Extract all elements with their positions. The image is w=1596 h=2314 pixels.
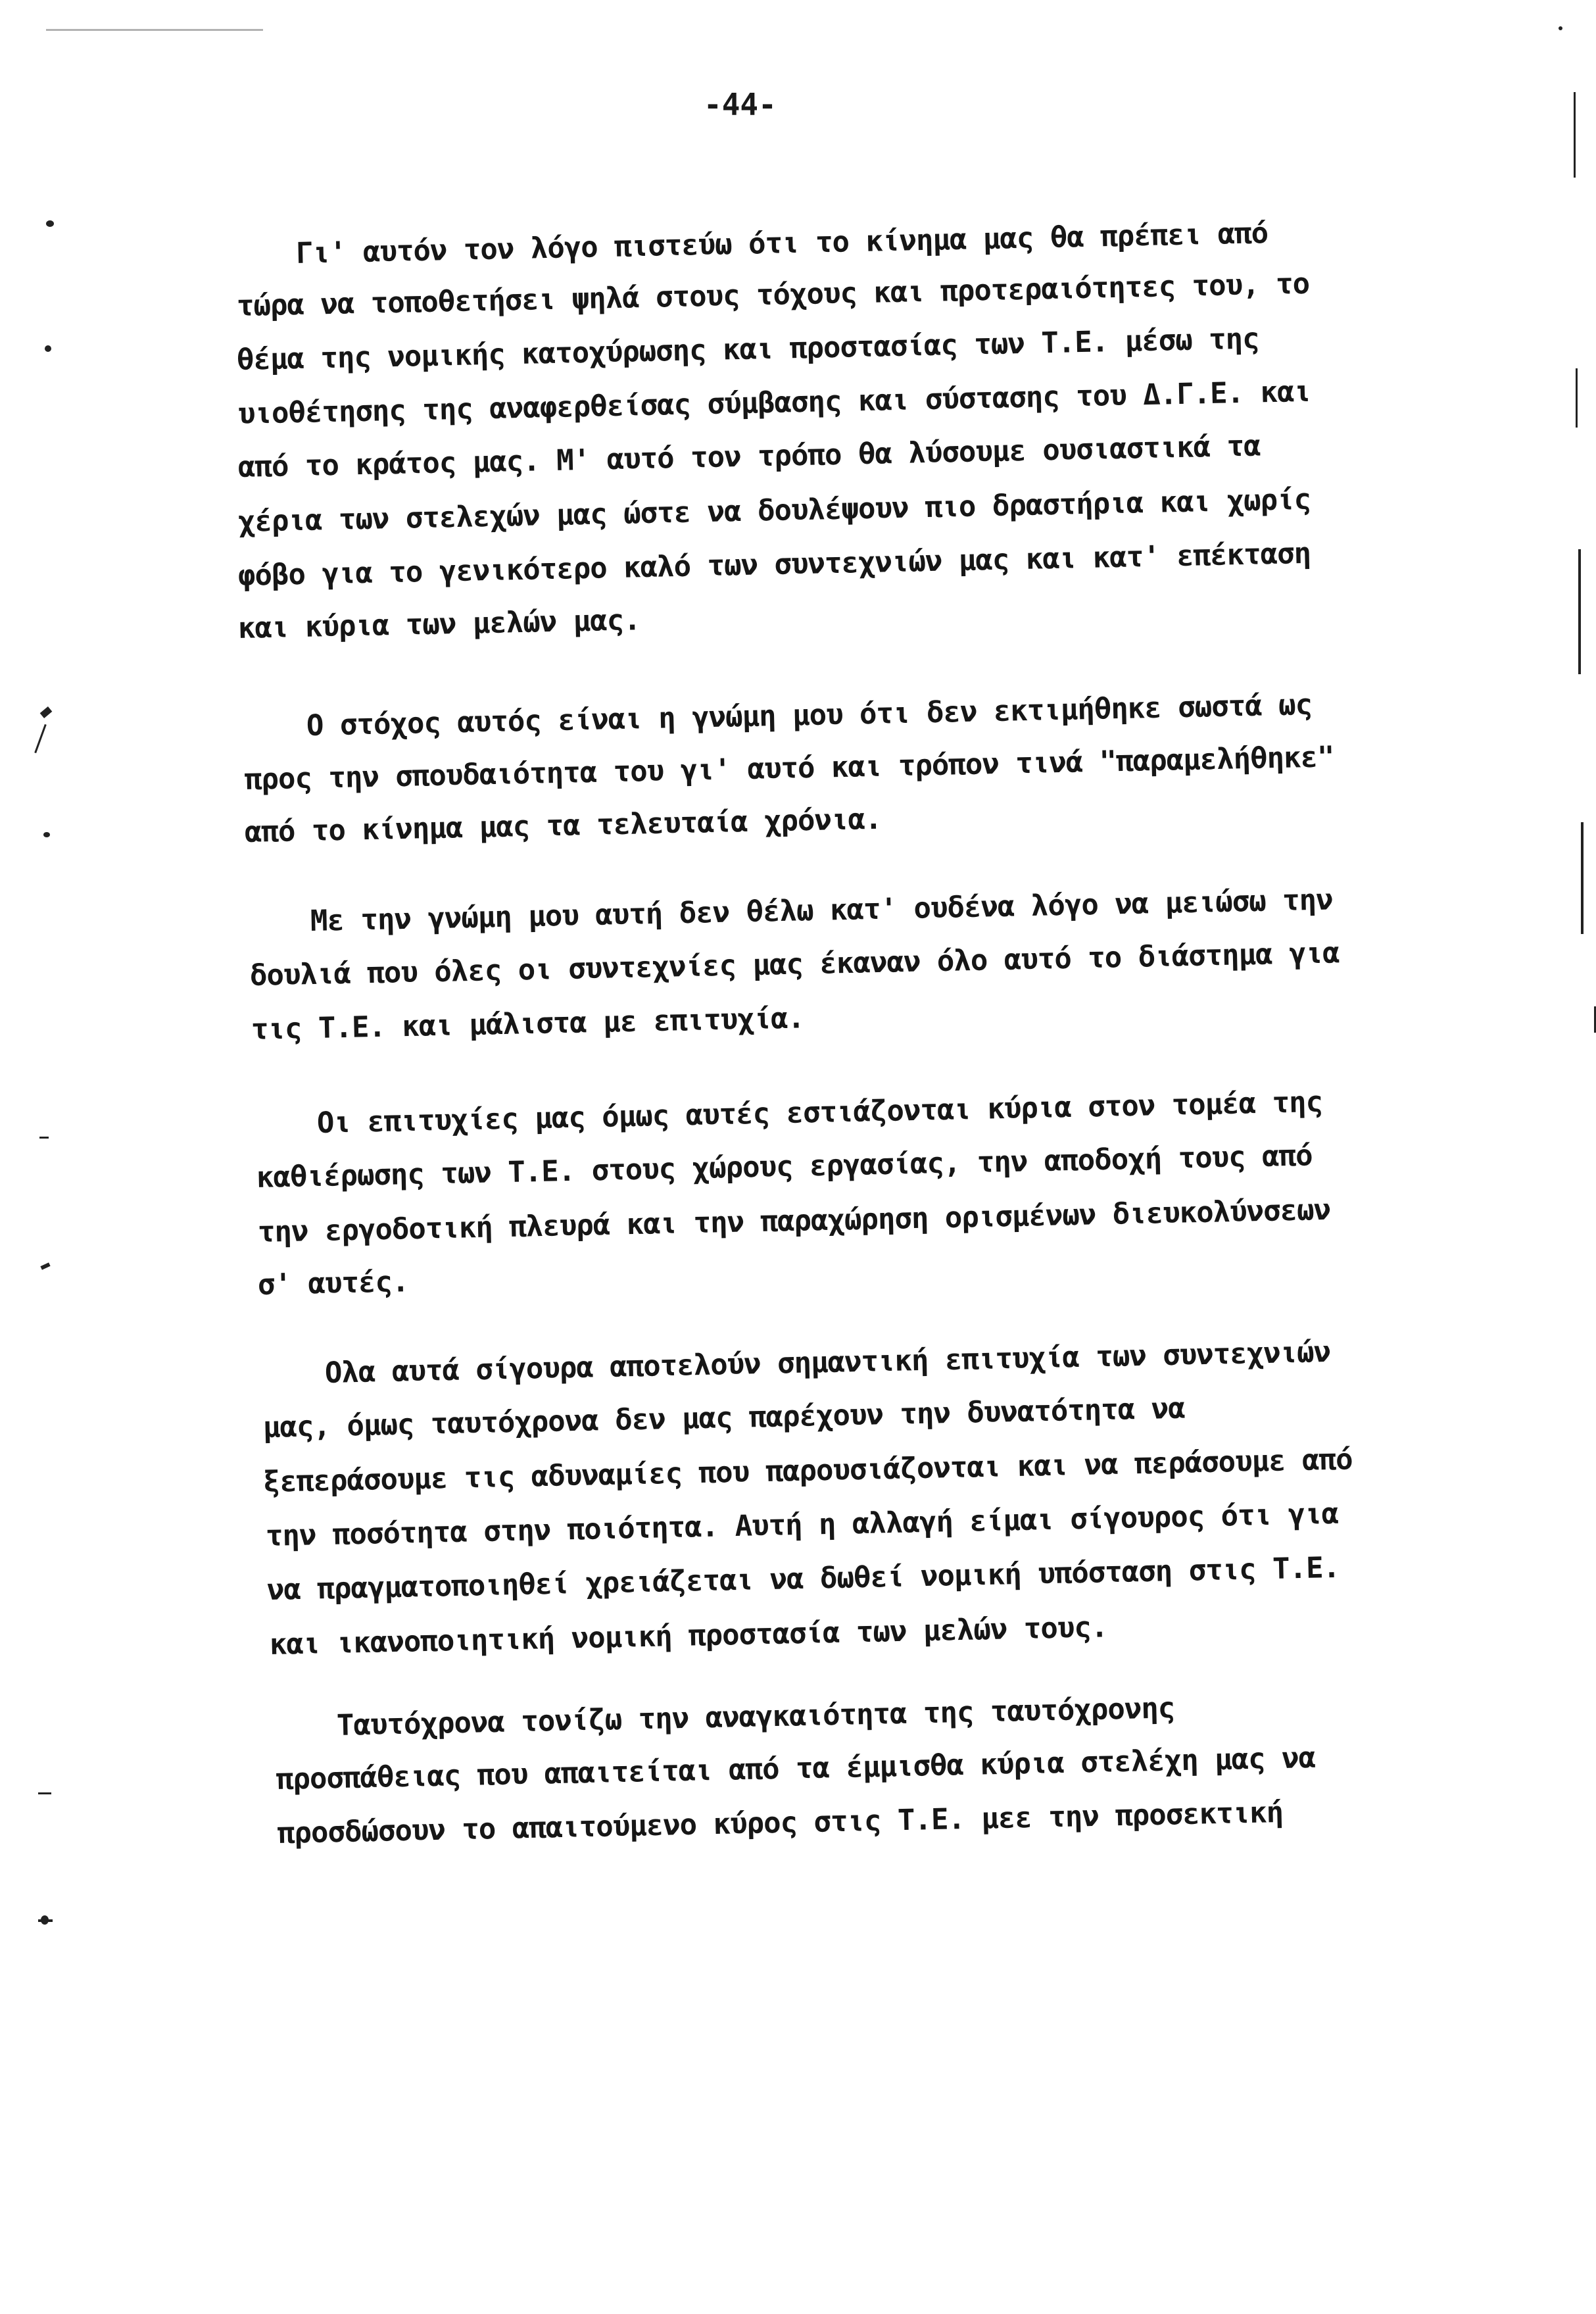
paragraph-5-line-1: Ολα αυτά σίγουρα αποτελούν σημαντική επιτυχία των συντεχνιών <box>324 1335 1331 1390</box>
paragraph-1-line-8: και κύρια των μελών μας. <box>237 603 641 645</box>
margin-mark <box>43 832 50 837</box>
paragraph-1-line-3: θέμα της νομικής κατοχύρωσης και προστασίας των Τ.Ε. μέσω της <box>236 322 1260 377</box>
paragraph-1-line-1: Γι' αυτόν τον λόγο πιστεύω ότι το κίνημα μας θα πρέπει από <box>295 216 1269 270</box>
paragraph-1-line-5: από το κράτος μας. Μ' αυτό τον τρόπο θα λύσουμε ουσιαστικά τα <box>237 429 1261 484</box>
paragraph-4-line-2: καθιέρωσης των Τ.Ε. στους χώρους εργασίας, την αποδοχή τους από <box>256 1139 1313 1194</box>
margin-mark <box>45 345 51 352</box>
margin-mark <box>34 724 47 753</box>
paragraph-4-line-3: την εργοδοτική πλευρά και την παραχώρηση ορισμένων διευκολύνσεων <box>257 1193 1331 1249</box>
margin-mark <box>41 1915 49 1925</box>
paragraph-4-line-4: σ' αυτές. <box>257 1265 409 1302</box>
paragraph-5-line-5: να πραγματοποιηθεί χρειάζεται να δωθεί νομική υπόσταση στις Τ.Ε. <box>266 1550 1340 1607</box>
paragraph-3-line-2: δουλιά που όλες οι συντεχνίες μας έκαναν όλο αυτό το διάστημα για <box>249 936 1340 993</box>
right-edge-line <box>1578 549 1581 674</box>
paragraph-2-line-2: προς την σπουδαιότητα του γι' αυτό και τρόπον τινά "παραμελήθηκε" <box>244 740 1335 797</box>
paragraph-4-line-1: Οι επιτυχίες μας όμως αυτές εστιάζονται κύρια στον τομέα της <box>316 1085 1323 1140</box>
right-edge-line <box>1574 92 1576 178</box>
margin-mark <box>39 1137 49 1139</box>
margin-mark <box>1559 26 1562 30</box>
paragraph-5-line-3: ξεπεράσουμε τις αδυναμίες που παρουσιάζονται και να περάσουμε από <box>262 1442 1353 1499</box>
paragraph-5-line-2: μας, όμως ταυτόχρονα δεν μας παρέχουν την δυνατότητα να <box>262 1391 1186 1444</box>
right-edge-line <box>1576 368 1578 428</box>
paragraph-5-line-4: την ποσότητα στην ποιότητα. Αυτή η αλλαγή είμαι σίγουρος ότι για <box>265 1496 1339 1553</box>
paragraph-6-line-3: προσδώσουν το απαιτούμενο κύρος στις Τ.Ε. μεε την προσεκτική <box>277 1795 1284 1850</box>
paragraph-1-line-2: τώρα να τοποθετήσει ψηλά στους τόχους και προτεραιότητες του, το <box>236 266 1310 323</box>
paragraph-3-line-3: τις Τ.Ε. και μάλιστα με επιτυχία. <box>251 1001 805 1046</box>
page-number: -44- <box>704 87 777 122</box>
right-edge-line <box>1581 822 1584 934</box>
paragraph-5-line-6: και ικανοποιητική νομική προστασία των μελών τους. <box>269 1610 1108 1662</box>
paragraph-6-line-1: Ταυτόχρονα τονίζω την αναγκαιότητα της ταυτόχρονης <box>336 1691 1175 1742</box>
scan-artifact-top-left <box>46 29 263 31</box>
paragraph-1-line-4: υιοθέτησης της αναφερθείσας σύμβασης και σύστασης του Δ.Γ.Ε. και <box>237 374 1311 431</box>
paragraph-1-line-7: φόβο για το γενικότερο καλό των συντεχνιών μας και κατ' επέκταση <box>237 536 1311 593</box>
paragraph-2-line-3: από το κίνημα μας τα τελευταία χρόνια. <box>244 802 882 849</box>
paragraph-1-line-6: χέρια των στελεχών μας ώστε να δουλέψουν πιο δραστήρια και χωρίς <box>237 482 1311 539</box>
margin-mark <box>40 706 53 718</box>
margin-mark <box>46 220 54 227</box>
paragraph-6-line-2: προσπάθειας που απαιτείται από τα έμμισθα κύρια στελέχη μας να <box>276 1740 1316 1796</box>
paragraph-2-line-1: Ο στόχος αυτός είναι η γνώμη μου ότι δεν εκτιμήθηκε σωστά ως <box>306 687 1313 743</box>
margin-mark <box>40 1262 50 1269</box>
paragraph-3-line-1: Με την γνώμη μου αυτή δεν θέλω κατ' ουδένα λόγο να μειώσω την <box>310 883 1334 938</box>
margin-mark <box>38 1792 51 1794</box>
